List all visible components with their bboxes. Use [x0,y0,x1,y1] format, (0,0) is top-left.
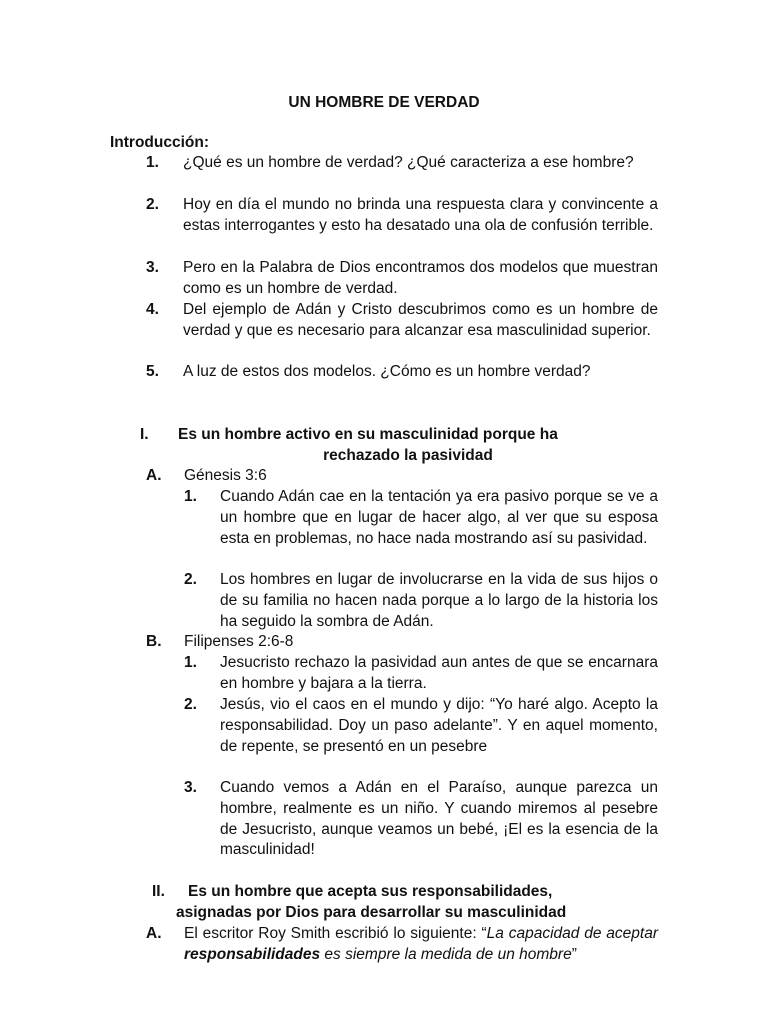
intro-item-number: 1. [146,154,159,171]
intro-item-number: 2. [146,196,159,213]
intro-item [146,195,658,237]
scripture-reference: Génesis 3:6 [184,467,267,484]
intro-item-number: 3. [146,259,159,276]
subsection-letter: B. [146,633,162,650]
intro-item [146,258,658,300]
intro-item-number: 4. [146,301,159,318]
intro-item-text: Pero en la Palabra de Dios encontramos dos modelos que muestran como es un hombre de verdad. [183,259,658,297]
sub-item-text: Jesús, vio el caos en el mundo y dijo: “Yo haré algo. Acepto la responsabilidad. Doy un paso adelante”. Y en aquel momento, de repente, se presentó en un pesebre [220,696,658,755]
sub-item [184,487,658,549]
document-title: UN HOMBRE DE VERDAD [288,94,480,111]
subsection-a [146,466,267,487]
quote-italic: La capacidad de aceptar [486,925,658,942]
scripture-reference: Filipenses 2:6-8 [184,633,294,650]
sub-item [184,570,658,632]
section-numeral: I. [140,426,149,443]
sub-item-text: Cuando vemos a Adán en el Paraíso, aunque parezca un hombre, realmente es un niño. Y cuando miremos al pesebre de Jesucristo, aunque veamos un bebé, ¡El es la esencia de la masculinidad! [220,779,658,859]
section-heading-line: rechazado la pasividad [323,447,493,464]
quote-bold: responsabilidades [184,945,321,963]
quote-close: ” [571,945,577,963]
section-heading-line: asignadas por Dios para desarrollar su masculinidad [176,904,567,921]
section-heading-line: Es un hombre que acepta sus responsabilidades, [188,883,553,900]
subsection-b [146,632,293,653]
section-heading [140,425,638,446]
intro-heading: Introducción: [110,134,210,151]
sub-item [184,695,658,757]
subsection-a [146,924,658,966]
quote-italic: es siempre la medida de un hombre [320,945,572,963]
sub-item-number: 1. [184,654,197,671]
sub-item-number: 1. [184,488,197,505]
sub-item-number: 2. [184,696,197,713]
quote-intro: El escritor Roy Smith escribió lo siguiente: “ [184,925,487,942]
sub-item-number: 3. [184,779,197,796]
sub-item-text: Los hombres en lugar de involucrarse en la vida de sus hijos o de su familia no hacen nada porque a lo largo de la historia los ha seguido la sombra de Adán. [220,571,658,630]
intro-item-text: ¿Qué es un hombre de verdad? ¿Qué caracteriza a ese hombre? [183,154,634,171]
sub-item [184,778,658,861]
intro-item [146,153,658,174]
section-heading-line: Es un hombre activo en su masculinidad porque ha [178,426,558,443]
intro-item-text: Del ejemplo de Adán y Cristo descubrimos como es un hombre de verdad y que es necesario para alcanzar esa masculinidad superior. [183,301,658,339]
intro-item-text: Hoy en día el mundo no brinda una respuesta clara y convincente a estas interrogantes y esto ha desatado una ola de confusión terrible. [183,196,658,234]
quote-paragraph [184,924,658,966]
sub-item-number: 2. [184,571,197,588]
sub-item [184,653,658,695]
intro-item-text: A luz de estos dos modelos. ¿Cómo es un hombre verdad? [183,363,591,380]
intro-item-number: 5. [146,363,159,380]
section-numeral: II. [152,883,165,900]
subsection-letter: A. [146,467,162,484]
sub-item-text: Cuando Adán cae en la tentación ya era pasivo porque se ve a un hombre que en lugar de hacer algo, al ver que su esposa esta en problemas, no hace nada mostrando así su pasividad. [220,488,658,547]
sub-item-text: Jesucristo rechazo la pasividad aun antes de que se encarnara en hombre y bajara a la tierra. [220,654,658,692]
section-heading [152,882,628,903]
subsection-letter: A. [146,925,162,942]
intro-item [146,362,658,383]
intro-item [146,300,658,342]
